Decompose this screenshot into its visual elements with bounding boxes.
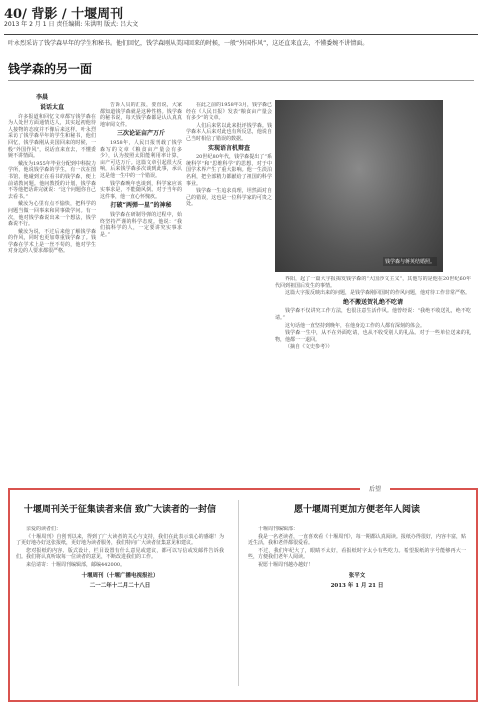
subheading: 三次论证亩产万斤 [116, 130, 165, 138]
paragraph: 人们后来常以此来批评钱学森。钱学森本人后来对此也有所反思，他说自己当时相信了错误的数据。 [186, 122, 272, 142]
article-column-2 [100, 102, 182, 482]
box-column-divider [238, 500, 239, 686]
paragraph: 这篇大字报反映出来的问题，是钱学森刚回国时的作风问题，他对待工作非常严格。 [285, 290, 471, 297]
headline-divider [8, 80, 474, 81]
box-label: 后望 [360, 484, 390, 495]
paragraph: 《十堰周刊》自创刊以来，得到了广大读者的关心与支持，我们在此表示衷心的感谢！为了更好地办好这张报纸，更好地为读者服务，我们特向广大读者征集意见和建议。 [16, 533, 224, 547]
paragraph: 告诉人员的汇报，要直说，大家都知道钱学森就是这种性格。钱学森的秘书说，每天钱学森都是认认真真地审阅文件。 [100, 102, 182, 128]
issue-meta: 2013 年 2 月 1 日 责任编辑: 朱洪明 版式: 吕大文 [4, 21, 139, 28]
paragraph: 1958年，人民日报刊载了钱学森写的文章《粮食亩产量会有多少》，认为按照太阳能利用率计算，亩产可达万斤。这篇文章引起很大反响，后来钱学森多次谈到此事，承认这是他一生中的一个错误。 [100, 139, 182, 179]
article-intro: 叶永烈采访了钱学森早年的学生和秘书。他们回忆，钱学森刚从美国回来的时候，一般“外国作风”，这还直来直去，不懂委婉不讲情面。 [8, 40, 369, 47]
paragraph: 在此之前的1958年3月，钱学森已经在《人民日报》发表“粮食亩产量会有多少”的文章。 [186, 102, 272, 122]
paragraph: 许多报道和回忆文章都写钱学森在为人处世方面通情达人，其实起初他待人接物的态度并不像后来这样。叶永烈采访了钱学森早年的学生和秘书，他们回忆，钱学森刚从美国回来的时候，一般“外国作风”，说话直来直去，不懂委婉不讲情面。 [8, 113, 96, 160]
paragraph: 这句话他一直坚持到晚年，在他身边工作的人都有深刻的体会。 [285, 322, 426, 329]
paragraph: 我是一名老读者，一直喜欢看《十堰周刊》，每一期都认真阅读。报纸办得很好，内容丰富，贴近生活，我和老伴都很爱看。 [248, 533, 466, 547]
paragraph: 来信请寄：十堰周刊编辑部，邮编442000。 [26, 561, 126, 568]
paragraph: 钱学森不仅讲究工作方法，也很注意生活作风。他曾经说：“我绝不收送礼，绝不吃请。” [275, 308, 471, 321]
paragraph: 钱学森一生中，从不在外面吃请，也从不收受别人的礼品。对于一些单位送来的礼物，他都一一退回。 [275, 330, 471, 343]
letter-left-title: 十堰周刊关于征集读者来信 致广大读者的一封信 [23, 505, 217, 515]
signature-line: 张平文 [348, 572, 366, 579]
letter-right-body [248, 526, 466, 692]
paragraph: （摘自《文史参考》） [285, 344, 333, 351]
paragraph: 界阳，起了一篇大字报揭发钱学森的“大国沙文主义”，其他写的是他在20世纪60年代回到祖国后发生的事情。 [275, 276, 471, 289]
paragraph: 钱学森在研制导弹的过程中，始终坚持严谨的科学态度。他说：“我们搞科学的人，一定要讲究实事求是。” [100, 211, 182, 238]
paragraph: 20世纪80年代，钱学森提出了“系统科学”和“思维科学”的思想，对于中国学术界产生了重大影响。他一生淡泊名利，把全部精力都献给了祖国的科学事业。 [186, 154, 272, 187]
paragraph: 戴汝为心里有点不愉快，把科学的问题当做一回事来和同事做学问。有一次，他对钱学森说出来一个想法，钱学森说不行。 [8, 201, 96, 228]
paragraph: 您对报纸的内容、版式设计、栏目设置有什么意见或建议，都可以写信或发邮件告诉我们。我们将认真听取每一位读者的意见，不断改进我们的工作。 [16, 547, 224, 561]
paragraph: 亲爱的读者们： [26, 526, 62, 532]
article-headline: 钱学森的另一面 [8, 62, 93, 76]
subheading: 说话太直 [39, 104, 64, 111]
paragraph: 钱学森晚年也谈到，科学家应该实事求是，不能随风倒。对于当年的这件事，他一直心怀愧疚。 [100, 180, 182, 200]
subheading: 绝不搬送贺礼绝不吃请 [342, 298, 403, 306]
paragraph: 戴汝为说，不过后来他了解钱学森的作风，同时也更加尊重钱学森了。钱学森在学术上是一丝不苟的，他对学生对身边的人要求都很严格。 [8, 228, 96, 255]
signature-line: 二一二年十二月二十八日 [89, 583, 151, 590]
article-column-3 [186, 102, 272, 482]
paragraph: 戴汝为1955年毕业分配到中科院力学所，他说钱学森的学生，有一次在图书馆，他碰到正在看书的钱学森，便上前请教问题。他问教授的计划，钱学森不等他把话讲完就说：“这个问题你自己去看书。” [8, 160, 96, 200]
paragraph: 不过，我们年纪大了，眼睛不太好，看报纸时字太小有些吃力。希望报纸的字号能够再大一些，方便我们老年人阅读。 [248, 547, 466, 561]
paragraph: 十堰周刊编辑部： [258, 526, 299, 532]
wedding-photo [275, 100, 443, 272]
subheading: 实现语言机辩查 [207, 144, 250, 152]
article-column-1 [8, 102, 96, 482]
letter-left-body [16, 526, 224, 692]
paragraph: 钱学森一生追求真理，坦然面对自己的错误，这也是一位科学家的可贵之处。 [186, 188, 272, 208]
signature-line: 2013 年 1 月 21 日 [330, 583, 384, 590]
article-column-4 [275, 276, 471, 482]
page-header [4, 2, 478, 35]
letter-right-title: 愿十堰周刊更加方便老年人阅读 [293, 505, 420, 515]
section-title: 40/ 背影 / 十堰周刊 [4, 7, 124, 22]
photo-image [275, 100, 443, 272]
signature-line: 十堰周刊（十堰广播电视报社） [81, 572, 159, 579]
paragraph: 祝愿十堰周刊越办越好！ [258, 561, 314, 568]
article-author: 李晨 [36, 94, 49, 101]
photo-caption: 钱学森与蒋英结婚照。 [384, 259, 435, 265]
subheading: 打破“两弹一星”的神秘 [110, 202, 172, 210]
